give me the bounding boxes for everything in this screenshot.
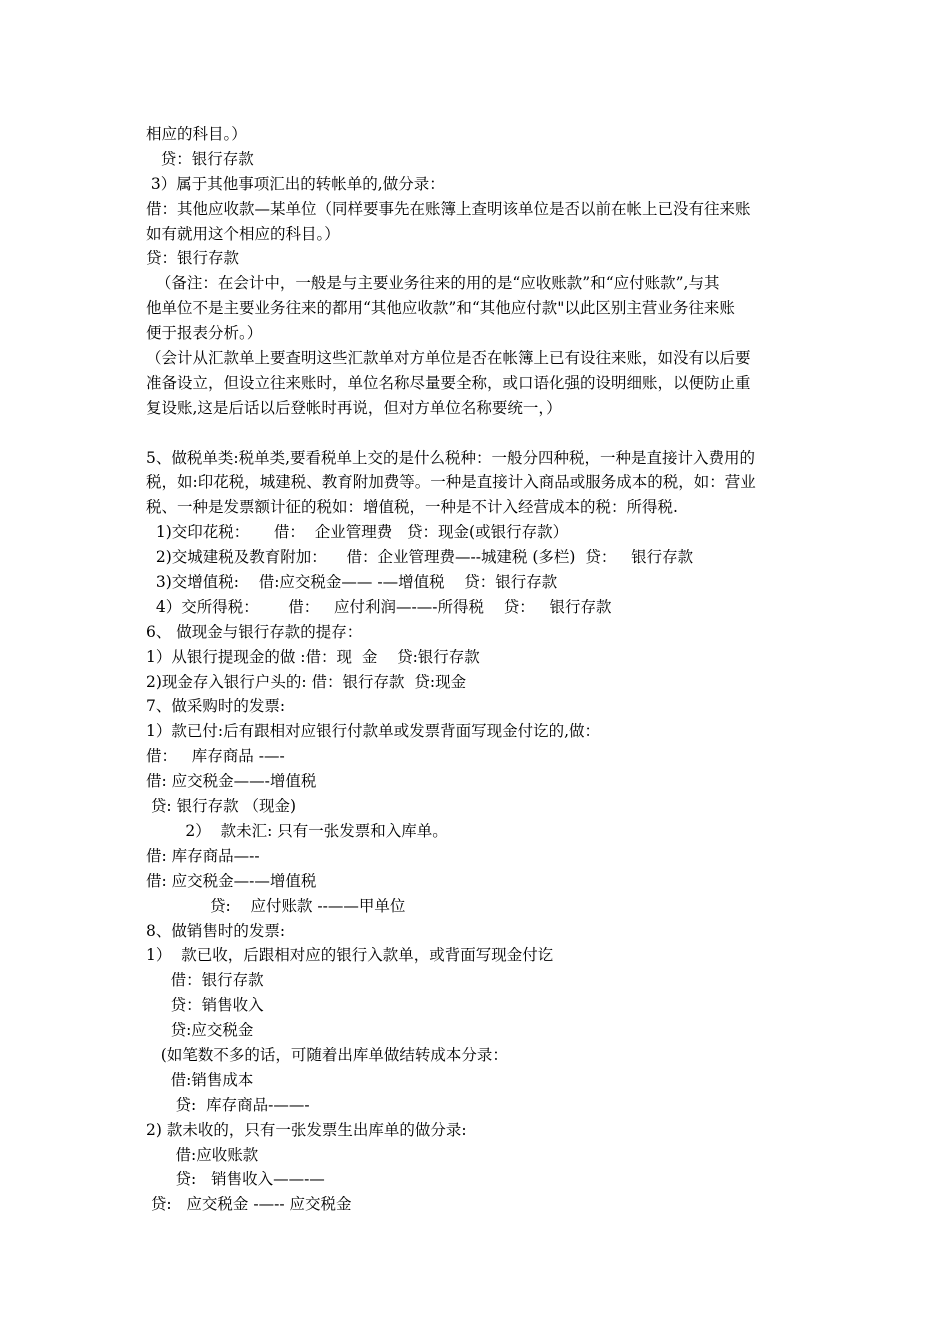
- text-line: 借:应收账款: [146, 1145, 259, 1164]
- text-line: 准备设立，但设立往来账时，单位名称尽量要全称，或口语化强的设明细账，以便防止重: [146, 373, 751, 392]
- text-line: 便于报表分析。）: [146, 324, 263, 343]
- text-line: 2) 款未收的，只有一张发票生出库单的做分录:: [146, 1120, 467, 1139]
- text-line: 贷: 销售收入——-—: [146, 1170, 325, 1189]
- text-line: (如笔数不多的话，可随着出库单做结转成本分录：: [146, 1045, 508, 1064]
- text-line: 借：其他应收款—某单位（同样要事先在账簿上查明该单位是否以前在帐上已没有往来账: [146, 199, 751, 218]
- text-line: 贷:应交税金: [146, 1021, 254, 1040]
- text-line: 贷：银行存款: [146, 149, 254, 168]
- text-line: 贷: 应付账款 --——甲单位: [146, 896, 406, 915]
- text-line: 3）属于其他事项汇出的转帐单的,做分录：: [146, 174, 445, 193]
- text-line: 8、做销售时的发票:: [146, 921, 286, 940]
- text-line: 贷: 应交税金 -—-- 应交税金: [146, 1195, 352, 1214]
- text-line: 如有就用这个相应的科目。）: [146, 224, 340, 243]
- text-line: 5、做税单类:税单类,要看税单上交的是什么税种：一般分四种税，一种是直接计入费用的: [146, 448, 756, 467]
- text-line: 借: 库存商品—--: [146, 846, 260, 865]
- text-line: （备注：在会计中，一般是与主要业务往来的用的是“应收账款”和“应付账款”,与其: [146, 274, 720, 293]
- text-line: 贷: 银行存款 （现金): [146, 797, 297, 816]
- text-line: （会计从汇款单上要查明这些汇款单对方单位是否在帐簿上已有设往来账，如没有以后要: [146, 349, 751, 368]
- text-line: 借: 应交税金—-—增值税: [146, 871, 317, 890]
- text-line: 7、做采购时的发票:: [146, 697, 286, 716]
- text-line: 贷: 库存商品-——-: [146, 1095, 310, 1114]
- text-line: 6、 做现金与银行存款的提存：: [146, 622, 363, 641]
- text-line: 借： 库存商品 -—-: [146, 747, 285, 766]
- text-line: 借：银行存款: [146, 971, 264, 990]
- text-line: 1）款已付:后有跟相对应银行付款单或发票背面写现金付讫的,做：: [146, 722, 601, 741]
- text-line: 税、一种是发票额计征的税如：增值税，一种是不计入经营成本的税：所得税.: [146, 498, 678, 517]
- text-line: 复设账,这是后话以后登帐时再说，但对方单位名称要统一，）: [146, 398, 562, 417]
- text-line: 相应的科目。）: [146, 125, 247, 143]
- text-line: 税，如:印花税，城建税、教育附加费等。一种是直接计入商品或服务成本的税，如：营业: [146, 473, 756, 492]
- text-line: 3)交增值税: 借:应交税金—— -—增值税 贷：银行存款: [146, 573, 558, 592]
- text-line: 1)交印花税： 借： 企业管理费 贷：现金(或银行存款）: [146, 523, 569, 542]
- text-line: 借:销售成本: [146, 1070, 254, 1089]
- text-line: 贷：银行存款: [146, 249, 240, 268]
- text-line: 1） 款已收，后跟相对应的银行入款单，或背面写现金付讫: [146, 946, 554, 965]
- blank-line: [146, 421, 814, 446]
- document-body: [146, 122, 814, 1217]
- text-line: 2)现金存入银行户头的: 借：银行存款 贷:现金: [146, 672, 467, 691]
- text-line: 他单位不是主要业务往来的都用“其他应收款”和“其他应付款"以此区别主营业务往来账: [146, 299, 735, 318]
- text-line: 4）交所得税： 借： 应付利润—-—-所得税 贷： 银行存款: [146, 597, 612, 616]
- text-line: 2） 款未汇: 只有一张发票和入库单。: [146, 821, 448, 840]
- text-line: 贷：销售收入: [146, 996, 264, 1015]
- text-line: 1）从银行提现金的做 :借：现 金 贷:银行存款: [146, 647, 480, 666]
- text-line: 借: 应交税金——-增值税: [146, 772, 317, 791]
- text-line: 2)交城建税及教育附加： 借：企业管理费—--城建税 (多栏) 贷： 银行存款: [146, 548, 694, 567]
